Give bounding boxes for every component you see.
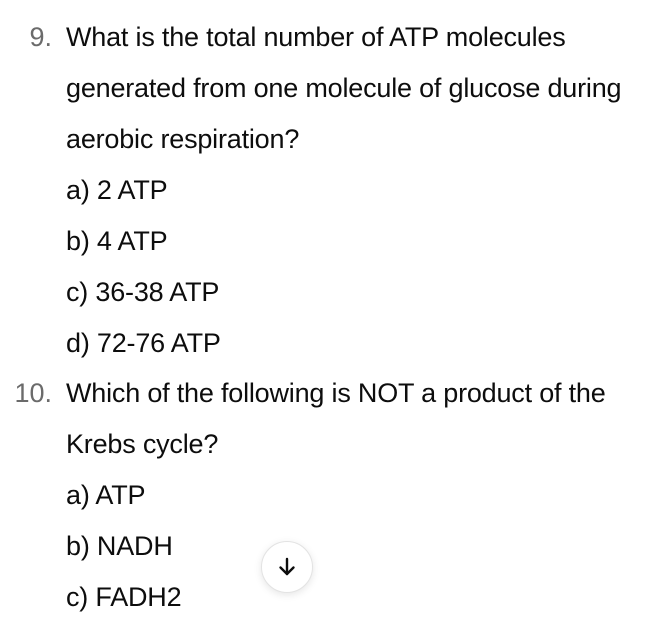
question-number: 10. (14, 378, 52, 408)
question-text: Which of the following is NOT a product of the Krebs cycle? (66, 378, 606, 459)
question-number: 9. (29, 22, 52, 52)
answer-option: b) 4 ATP (66, 226, 168, 256)
arrow-down-icon (275, 555, 299, 579)
answer-option: c) FADH2 (66, 582, 182, 612)
answer-options (66, 470, 181, 623)
scroll-to-bottom-button[interactable] (261, 541, 313, 593)
answer-option: b) NADH (66, 531, 173, 561)
answer-options (66, 165, 221, 369)
answer-option: d) 72-76 ATP (66, 328, 221, 358)
question-text: What is the total number of ATP molecules generated from one molecule of glucose during aerobic respiration? (66, 22, 622, 154)
answer-option: a) ATP (66, 480, 146, 510)
answer-option: c) 36-38 ATP (66, 277, 220, 307)
answer-option: a) 2 ATP (66, 175, 168, 205)
